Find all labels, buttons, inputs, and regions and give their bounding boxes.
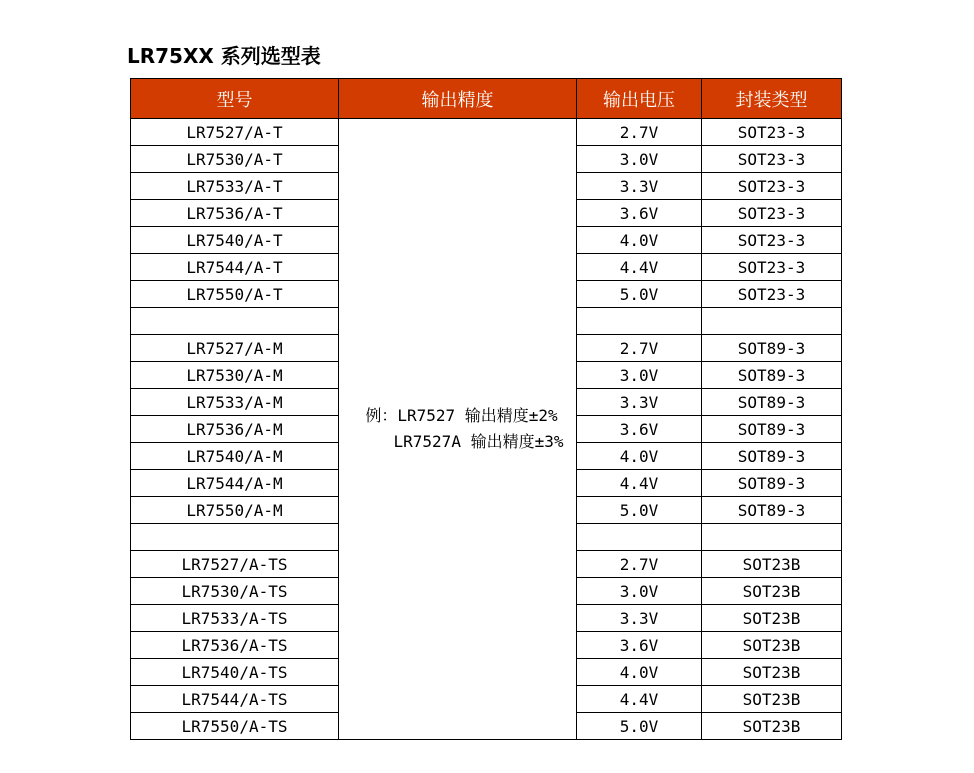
package-cell: SOT23B — [702, 713, 842, 740]
package-cell: SOT23B — [702, 605, 842, 632]
package-cell: SOT89-3 — [702, 362, 842, 389]
model-cell: LR7530/A-TS — [131, 578, 339, 605]
package-cell: SOT89-3 — [702, 335, 842, 362]
model-cell: LR7540/A-M — [131, 443, 339, 470]
package-cell: SOT23-3 — [702, 227, 842, 254]
model-cell: LR7530/A-M — [131, 362, 339, 389]
voltage-cell — [577, 308, 702, 335]
package-cell: SOT23-3 — [702, 173, 842, 200]
model-cell: LR7533/A-T — [131, 173, 339, 200]
package-cell: SOT23B — [702, 578, 842, 605]
package-cell: SOT23-3 — [702, 281, 842, 308]
package-cell: SOT23-3 — [702, 119, 842, 146]
model-cell — [131, 524, 339, 551]
package-cell: SOT89-3 — [702, 470, 842, 497]
selection-table — [130, 78, 842, 740]
model-cell: LR7544/A-T — [131, 254, 339, 281]
package-cell: SOT23B — [702, 686, 842, 713]
voltage-cell: 3.3V — [577, 173, 702, 200]
voltage-cell: 5.0V — [577, 281, 702, 308]
voltage-cell: 5.0V — [577, 713, 702, 740]
package-cell: SOT23B — [702, 632, 842, 659]
model-cell: LR7540/A-TS — [131, 659, 339, 686]
model-cell: LR7536/A-T — [131, 200, 339, 227]
accuracy-note-cell — [339, 119, 577, 740]
voltage-cell: 4.4V — [577, 254, 702, 281]
package-cell: SOT89-3 — [702, 389, 842, 416]
package-cell: SOT89-3 — [702, 497, 842, 524]
model-cell: LR7544/A-TS — [131, 686, 339, 713]
voltage-cell: 3.6V — [577, 632, 702, 659]
page-title: LR75XX 系列选型表 — [127, 44, 321, 68]
package-cell: SOT23B — [702, 551, 842, 578]
package-cell — [702, 308, 842, 335]
model-cell: LR7527/A-TS — [131, 551, 339, 578]
model-cell — [131, 308, 339, 335]
table-header-row — [131, 79, 842, 119]
voltage-cell: 2.7V — [577, 335, 702, 362]
package-cell: SOT23-3 — [702, 254, 842, 281]
package-cell: SOT23-3 — [702, 146, 842, 173]
model-cell: LR7527/A-T — [131, 119, 339, 146]
model-cell: LR7550/A-TS — [131, 713, 339, 740]
model-cell: LR7527/A-M — [131, 335, 339, 362]
voltage-cell: 3.0V — [577, 362, 702, 389]
header-accuracy: 输出精度 — [339, 79, 577, 119]
voltage-cell: 5.0V — [577, 497, 702, 524]
voltage-cell: 3.6V — [577, 416, 702, 443]
header-package: 封装类型 — [702, 79, 842, 119]
voltage-cell: 2.7V — [577, 551, 702, 578]
voltage-cell — [577, 524, 702, 551]
voltage-cell: 4.4V — [577, 470, 702, 497]
voltage-cell: 4.0V — [577, 227, 702, 254]
voltage-cell: 3.0V — [577, 146, 702, 173]
table-body — [131, 119, 842, 740]
accuracy-note-line-1: 例：LR7527 输出精度±2% — [365, 406, 558, 425]
voltage-cell: 3.6V — [577, 200, 702, 227]
package-cell — [702, 524, 842, 551]
model-cell: LR7533/A-M — [131, 389, 339, 416]
voltage-cell: 3.3V — [577, 605, 702, 632]
voltage-cell: 3.3V — [577, 389, 702, 416]
accuracy-note-line-2: LR7527A 输出精度±3% — [393, 432, 564, 451]
table-row — [131, 119, 842, 146]
model-cell: LR7550/A-T — [131, 281, 339, 308]
package-cell: SOT23B — [702, 659, 842, 686]
model-cell: LR7533/A-TS — [131, 605, 339, 632]
header-model: 型号 — [131, 79, 339, 119]
model-cell: LR7550/A-M — [131, 497, 339, 524]
model-cell: LR7530/A-T — [131, 146, 339, 173]
package-cell: SOT89-3 — [702, 443, 842, 470]
model-cell: LR7540/A-T — [131, 227, 339, 254]
model-cell: LR7544/A-M — [131, 470, 339, 497]
header-voltage: 输出电压 — [577, 79, 702, 119]
model-cell: LR7536/A-TS — [131, 632, 339, 659]
package-cell: SOT23-3 — [702, 200, 842, 227]
model-cell: LR7536/A-M — [131, 416, 339, 443]
voltage-cell: 4.4V — [577, 686, 702, 713]
voltage-cell: 3.0V — [577, 578, 702, 605]
package-cell: SOT89-3 — [702, 416, 842, 443]
voltage-cell: 4.0V — [577, 443, 702, 470]
voltage-cell: 2.7V — [577, 119, 702, 146]
voltage-cell: 4.0V — [577, 659, 702, 686]
